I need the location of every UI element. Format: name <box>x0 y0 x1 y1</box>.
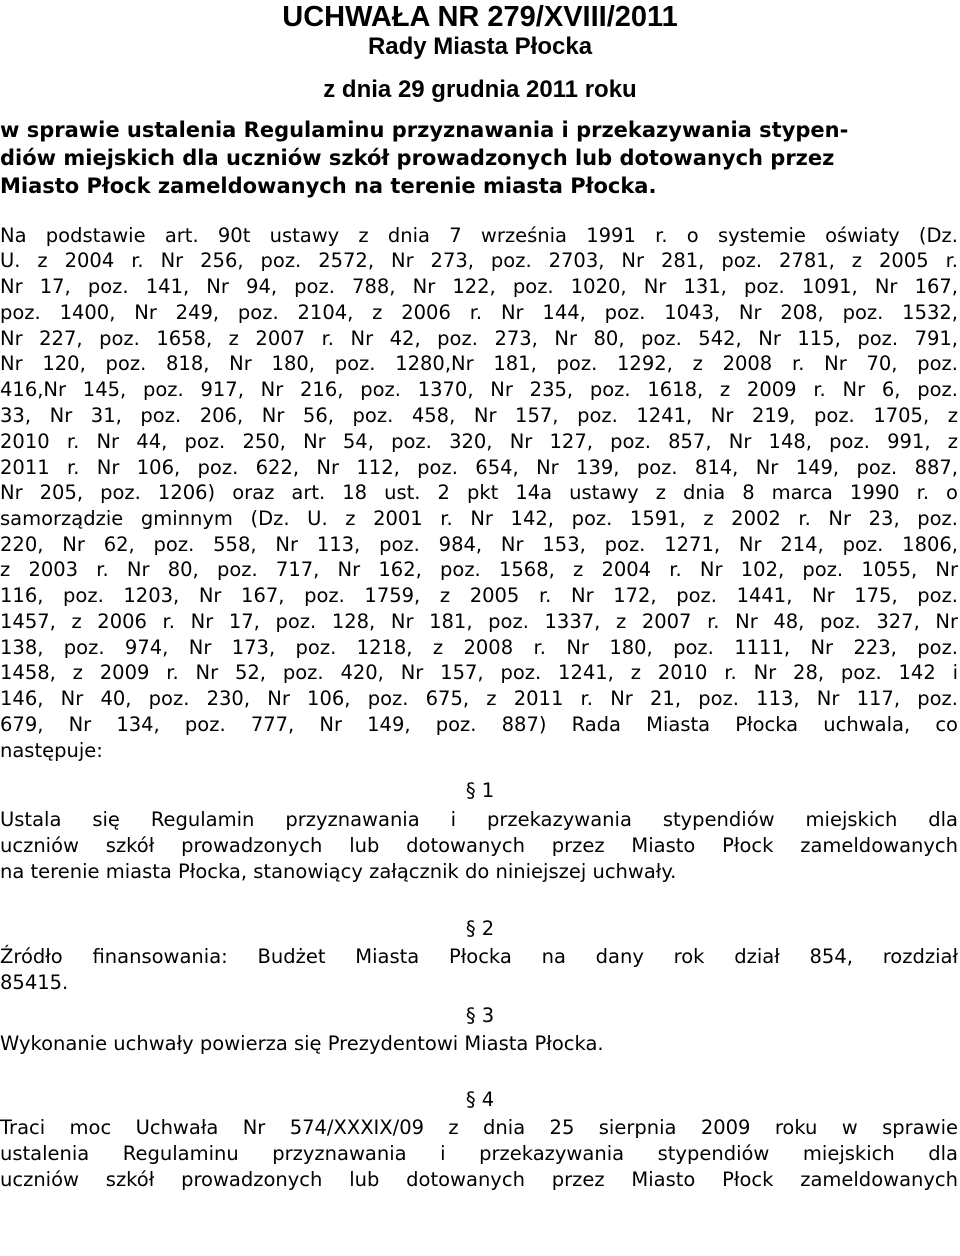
preamble-line: samorządzie gminnym (Dz. U. z 2001 r. Nr 142, poz. 1591, z 2002 r. Nr 23, poz. <box>0 507 958 530</box>
resolution-title: UCHWAŁA NR 279/XVIII/2011 <box>282 1 678 33</box>
subject-line: diów miejskich dla uczniów szkół prowadzonych lub dotowanych przez <box>0 146 835 170</box>
preamble-line: Na podstawie art. 90t ustawy z dnia 7 września 1991 r. o systemie oświaty (Dz. <box>0 224 958 247</box>
preamble-line: Nr 227, poz. 1658, z 2007 r. Nr 42, poz. 273, Nr 80, poz. 542, Nr 115, poz. 791, <box>0 327 958 350</box>
resolution-issuer: Rady Miasta Płocka <box>367 33 593 60</box>
preamble-line: 138, poz. 974, Nr 173, poz. 1218, z 2008 r. Nr 180, poz. 1111, Nr 223, poz. <box>0 636 958 659</box>
preamble-line: Nr 205, poz. 1206) oraz art. 18 ust. 2 pkt 14a ustawy z dnia 8 marca 1990 r. o <box>0 481 958 504</box>
preamble-line: 116, poz. 1203, Nr 167, poz. 1759, z 2005 r. Nr 172, poz. 1441, Nr 175, poz. <box>0 584 958 607</box>
preamble-line: U. z 2004 r. Nr 256, poz. 2572, Nr 273, poz. 2703, Nr 281, poz. 2781, z 2005 r. <box>0 249 958 272</box>
preamble-line: poz. 1400, Nr 249, poz. 2104, z 2006 r. Nr 144, poz. 1043, Nr 208, poz. 1532, <box>0 301 958 324</box>
preamble-line: 1458, z 2009 r. Nr 52, poz. 420, Nr 157, poz. 1241, z 2010 r. Nr 28, poz. 142 i <box>0 661 958 684</box>
resolution-date: z dnia 29 grudnia 2011 roku <box>323 76 637 103</box>
section-heading: § 2 <box>465 917 495 940</box>
subject-line: w sprawie ustalenia Regulaminu przyznawania i przekazywania stypen- <box>0 118 849 142</box>
section-line: Źródło finansowania: Budżet Miasta Płocka na dany rok dział 854, rozdział <box>0 945 958 968</box>
section-line: uczniów szkół prowadzonych lub dotowanych przez Miasto Płock zameldowanych <box>0 1168 958 1191</box>
section-heading: § 1 <box>465 779 495 802</box>
section-line: uczniów szkół prowadzonych lub dotowanych przez Miasto Płock zameldowanych <box>0 834 958 857</box>
section-heading: § 3 <box>465 1004 495 1027</box>
section-line: ustalenia Regulaminu przyznawania i przekazywania stypendiów miejskich dla <box>0 1142 958 1165</box>
preamble-line: 2011 r. Nr 106, poz. 622, Nr 112, poz. 654, Nr 139, poz. 814, Nr 149, poz. 887, <box>0 456 958 479</box>
preamble-line: 33, Nr 31, poz. 206, Nr 56, poz. 458, Nr 157, poz. 1241, Nr 219, poz. 1705, z <box>0 404 958 427</box>
preamble-line: 220, Nr 62, poz. 558, Nr 113, poz. 984, Nr 153, poz. 1271, Nr 214, poz. 1806, <box>0 533 958 556</box>
section-line: na terenie miasta Płocka, stanowiący załącznik do niniejszej uchwały. <box>0 860 677 883</box>
section-heading: § 4 <box>465 1088 495 1111</box>
preamble-line: następuje: <box>0 739 103 762</box>
preamble-line: Nr 120, poz. 818, Nr 180, poz. 1280,Nr 181, poz. 1292, z 2008 r. Nr 70, poz. <box>0 352 958 375</box>
preamble-line: 679, Nr 134, poz. 777, Nr 149, poz. 887) Rada Miasta Płocka uchwala, co <box>0 713 958 736</box>
preamble-line: 146, Nr 40, poz. 230, Nr 106, poz. 675, z 2011 r. Nr 21, poz. 113, Nr 117, poz. <box>0 687 958 710</box>
preamble-line: Nr 17, poz. 141, Nr 94, poz. 788, Nr 122, poz. 1020, Nr 131, poz. 1091, Nr 167, <box>0 275 958 298</box>
preamble-line: 2010 r. Nr 44, poz. 250, Nr 54, poz. 320, Nr 127, poz. 857, Nr 148, poz. 991, z <box>0 430 958 453</box>
section-line: 85415. <box>0 971 69 994</box>
preamble-line: z 2003 r. Nr 80, poz. 717, Nr 162, poz. 1568, z 2004 r. Nr 102, poz. 1055, Nr <box>0 558 958 581</box>
preamble-line: 416,Nr 145, poz. 917, Nr 216, poz. 1370, Nr 235, poz. 1618, z 2009 r. Nr 6, poz. <box>0 378 958 401</box>
preamble-line: 1457, z 2006 r. Nr 17, poz. 128, Nr 181, poz. 1337, z 2007 r. Nr 48, poz. 327, Nr <box>0 610 958 633</box>
section-line: Traci moc Uchwała Nr 574/XXXIX/09 z dnia 25 sierpnia 2009 roku w sprawie <box>0 1116 958 1139</box>
section-line: Wykonanie uchwały powierza się Prezydentowi Miasta Płocka. <box>0 1032 604 1055</box>
subject-line: Miasto Płock zameldowanych na terenie miasta Płocka. <box>0 174 657 198</box>
section-line: Ustala się Regulamin przyznawania i przekazywania stypendiów miejskich dla <box>0 808 958 831</box>
